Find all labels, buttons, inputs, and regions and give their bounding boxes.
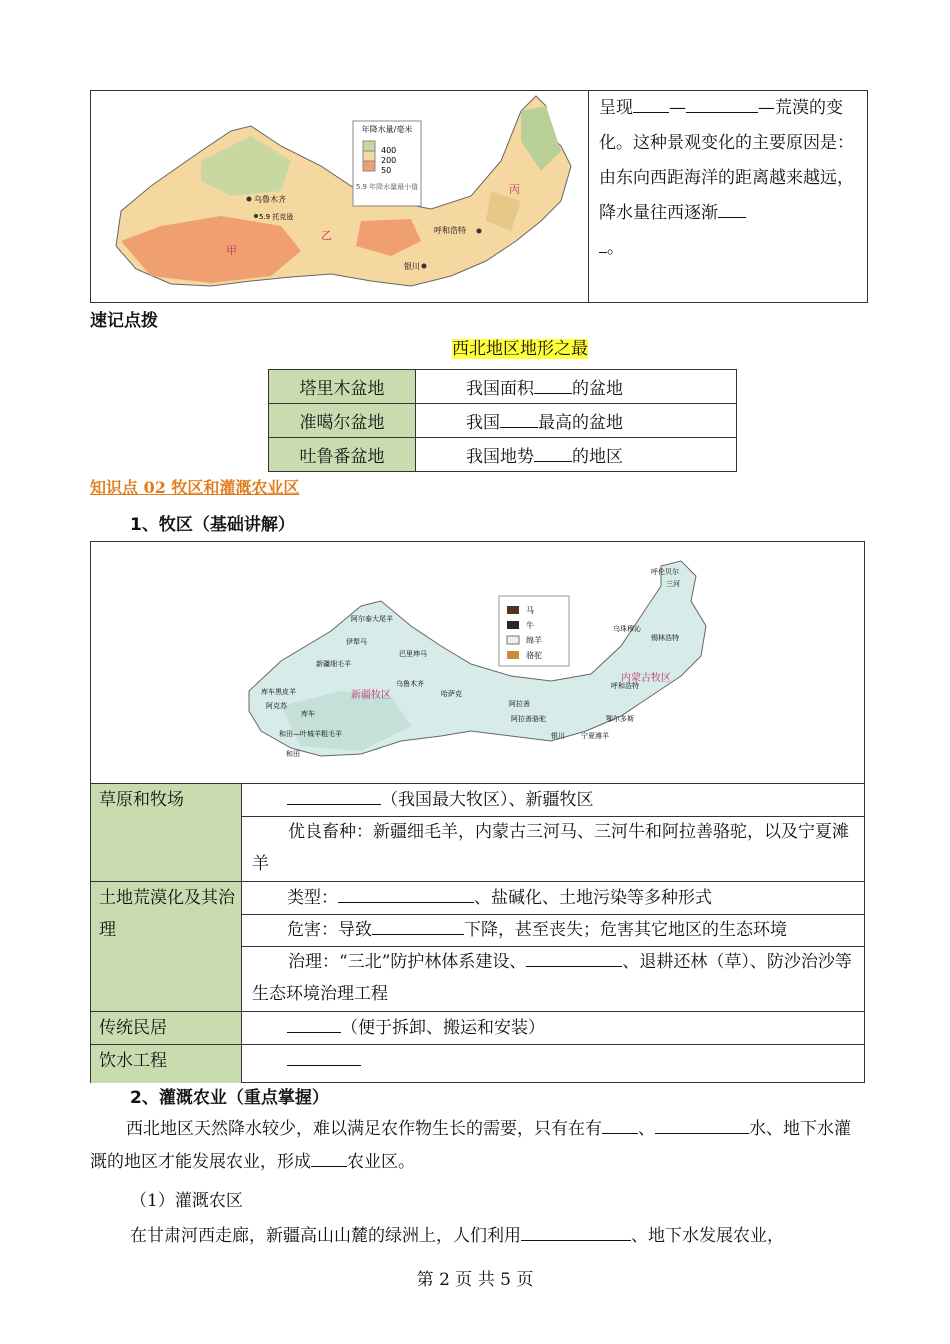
label-akesu: 阿克苏	[266, 702, 287, 710]
blank[interactable]	[599, 236, 607, 253]
top-text	[599, 91, 861, 266]
text-part: —荒漠的变化。这种景观变化的主要原因是：由东向西距海洋的距离越来越远，降水量往西逐渐	[599, 98, 854, 223]
text-part: —	[669, 98, 686, 118]
section2-heading: 2、灌溉农业（重点掌握）	[130, 1088, 329, 1108]
cell-text: （便于拆卸、搬运和安装）	[341, 1018, 545, 1038]
label-hulunbeier: 呼伦贝尔	[651, 568, 679, 576]
row-cell	[242, 1012, 864, 1044]
row-pre: 我国	[466, 413, 500, 433]
legend-camel: 骆驼	[526, 651, 542, 660]
blank[interactable]	[311, 1150, 347, 1167]
label-urumqi-2: 乌鲁木齐	[396, 680, 424, 688]
cattle-icon	[507, 621, 519, 629]
blank[interactable]	[338, 886, 474, 903]
precipitation-map-svg	[91, 91, 588, 302]
table-row	[269, 370, 737, 404]
cell-text: 治理：“三北”防护林体系建设、	[288, 952, 527, 972]
label-bing: 丙	[509, 183, 520, 196]
label-hetian-sheep: 和田—叶城羊粗毛羊	[279, 730, 342, 738]
legend-cattle: 牛	[526, 621, 534, 630]
oasis-paragraph	[130, 1220, 870, 1253]
blank[interactable]	[287, 1016, 341, 1033]
label-hohhot: 呼和浩特	[434, 226, 466, 235]
knowledge-point-heading[interactable]: 知识点 02 牧区和灌溉农业区	[90, 478, 300, 497]
row-desertification	[91, 881, 864, 1012]
label-kuche-sheep: 库车黑皮羊	[261, 688, 296, 696]
label-xinjiang-fine-wool: 新疆细毛羊	[316, 660, 351, 668]
row-value	[416, 404, 737, 438]
label-xinjiang-pasture: 新疆牧区	[351, 690, 391, 701]
camel-icon	[507, 651, 519, 659]
row-pre: 我国地势	[466, 447, 534, 467]
text-part: 在甘肃河西走廊，新疆高山山麓的绿洲上，人们利用	[130, 1226, 521, 1246]
suji-heading: 速记点拨	[90, 311, 158, 331]
cell-text: 危害：导致	[287, 920, 372, 940]
blank[interactable]	[287, 788, 381, 805]
blank[interactable]	[534, 377, 572, 394]
blank[interactable]	[526, 950, 622, 967]
row-cell	[242, 784, 864, 816]
row-name: 塔里木盆地	[269, 370, 416, 404]
cell-text: 下降，甚至丧失；危害其它地区的生态环境	[464, 920, 787, 940]
legend-horse: 马	[526, 606, 534, 615]
cell-text: （我国最大牧区）、新疆牧区	[381, 790, 594, 810]
label-alashan-camel: 阿拉善骆驼	[511, 715, 546, 723]
text-part: 呈现	[599, 98, 633, 118]
blank[interactable]	[372, 918, 464, 935]
row-dwelling	[91, 1011, 864, 1045]
blank[interactable]	[718, 201, 746, 218]
label-tuokexun: 5.9 托克逊	[259, 213, 294, 221]
row-post: 的地区	[572, 447, 623, 467]
blank[interactable]	[521, 1224, 631, 1241]
row-cell	[242, 1045, 864, 1077]
label-hetian: 和田	[286, 750, 300, 758]
cell-text: 、退耕还林（草）、防沙治沙等生态环境治理工程	[252, 952, 852, 1004]
row-post: 的盆地	[572, 379, 623, 399]
table-row	[269, 404, 737, 438]
label-jia: 甲	[226, 244, 237, 257]
blank[interactable]	[655, 1117, 749, 1134]
text-part: 农业区。	[347, 1152, 415, 1172]
row-name: 吐鲁番盆地	[269, 438, 416, 472]
precipitation-map	[91, 91, 589, 302]
row-value	[416, 438, 737, 472]
cell-text: 优良畜种：新疆细毛羊，内蒙古三河马、三河牛和阿拉善骆驼，以及宁夏滩羊	[252, 822, 849, 874]
blank[interactable]	[534, 445, 572, 462]
pasture-table	[90, 541, 865, 1083]
label-bali: 巴里坤马	[399, 650, 427, 658]
mini-table-title-text: 西北地区地形之最	[452, 339, 588, 359]
legend-sheep: 绵羊	[526, 636, 542, 645]
label-urumqi: 乌鲁木齐	[254, 195, 286, 204]
row-value	[416, 370, 737, 404]
text-part: 、地下水发展农业，	[631, 1226, 784, 1246]
label-xilinhot: 锡林浩特	[651, 634, 679, 642]
label-yi: 乙	[321, 229, 332, 242]
label-kuche: 库车	[301, 710, 315, 718]
cell-text: 类型：	[287, 888, 338, 908]
horse-icon	[507, 606, 519, 614]
label-wuzhumuqin: 乌珠穆沁	[613, 625, 641, 633]
sheep-icon	[507, 636, 519, 644]
irrigation-paragraph	[90, 1113, 865, 1179]
label-hami: 哈萨克	[441, 690, 462, 698]
text-part: 西北地区天然降水较少，难以满足农作物生长的需要，只有在有	[126, 1119, 602, 1139]
text-part: 水、地下水灌溉的地区才能发展农业，形成	[90, 1119, 851, 1172]
label-yili: 伊犁马	[346, 638, 367, 646]
legend-min: 5.9 年降水量最小值	[355, 183, 419, 191]
row-post: 最高的盆地	[538, 413, 623, 433]
blank[interactable]	[500, 411, 538, 428]
legend-200: 200	[381, 156, 397, 165]
label-ningxia: 宁夏滩羊	[581, 732, 609, 740]
row-pre: 我国面积	[466, 379, 534, 399]
label-yinchuan: 银川	[404, 262, 420, 271]
row-cell	[242, 914, 864, 946]
label-sanhe: 三河	[666, 580, 680, 588]
sub-heading-irrigation: （1）灌溉农区	[130, 1191, 243, 1211]
text-part: 、	[638, 1119, 655, 1139]
pasture-map	[241, 556, 716, 766]
label-erdos: 鄂尔多斯	[606, 715, 634, 723]
blank[interactable]	[686, 96, 758, 113]
blank[interactable]	[633, 96, 669, 113]
row-label: 传统民居	[91, 1012, 242, 1045]
top-table	[90, 90, 868, 303]
row-water	[91, 1044, 864, 1083]
text-part: 。	[607, 238, 624, 258]
row-cell	[242, 882, 864, 914]
legend-title: 年降水量/毫米	[361, 125, 413, 134]
terrain-table	[268, 369, 737, 472]
label-hohhot-2: 呼和浩特	[611, 682, 639, 690]
legend-50: 50	[381, 166, 392, 175]
row-label: 草原和牧场	[91, 784, 242, 882]
page-footer: 第 2 页 共 5 页	[416, 1270, 534, 1290]
blank[interactable]	[287, 1049, 361, 1066]
mini-table-title	[452, 337, 588, 361]
label-neimeng-pasture: 内蒙古牧区	[621, 673, 671, 684]
cell-text: 、盐碱化、土地污染等多种形式	[474, 888, 712, 908]
row-name: 准噶尔盆地	[269, 404, 416, 438]
row-label: 土地荒漠化及其治理	[91, 882, 242, 1012]
blank[interactable]	[602, 1117, 638, 1134]
label-alashan: 阿拉善	[509, 700, 530, 708]
section1-heading: 1、牧区（基础讲解）	[130, 515, 295, 535]
legend-400: 400	[381, 146, 397, 155]
row-label: 饮水工程	[91, 1045, 242, 1083]
label-yinchuan-2: 银川	[551, 732, 565, 740]
row-cell	[242, 946, 864, 1010]
table-row	[269, 438, 737, 472]
row-grassland	[91, 783, 864, 882]
label-aletai: 阿尔泰大尾羊	[351, 615, 393, 623]
